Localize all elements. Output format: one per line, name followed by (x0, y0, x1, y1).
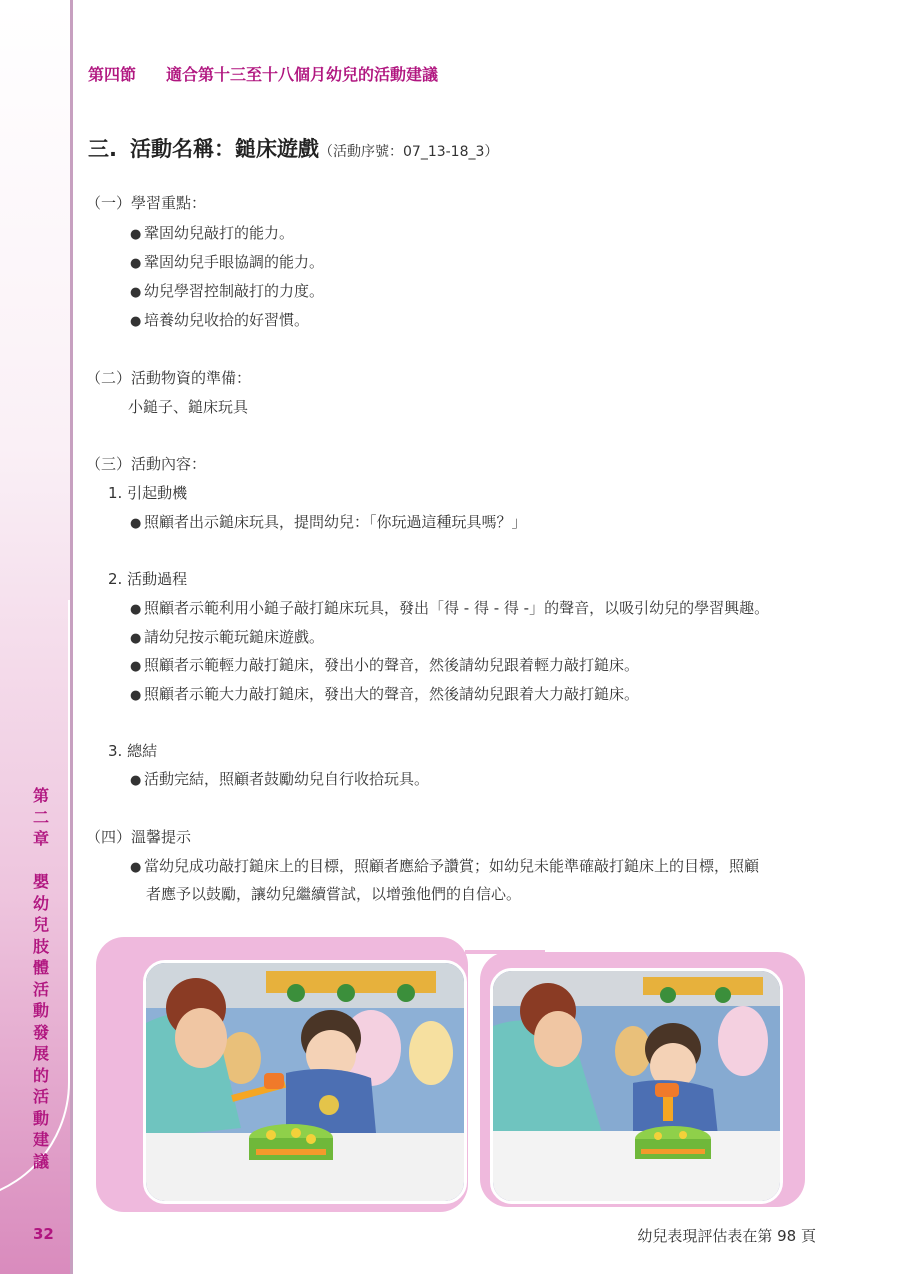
chapter-char: 展 (32, 1044, 49, 1063)
learning-item: ● 鞏固幼兒手眼協調的能力。 (130, 253, 325, 271)
learning-heading: （一）學習重點： (86, 194, 207, 212)
bullet-icon: ● (130, 773, 142, 788)
chapter-tab (28, 785, 54, 1172)
content-heading: （三）活動內容： (86, 455, 207, 473)
bullet-icon: ● (130, 516, 142, 531)
bullet-icon: ● (130, 256, 142, 271)
chapter-char: 動 (32, 1108, 49, 1128)
chapter-char: 發 (32, 1022, 49, 1042)
photo-illustration-left (146, 963, 464, 1201)
chapter-char: 章 (32, 829, 49, 848)
chapter-char: 嬰 (32, 872, 49, 891)
bullet-icon: ● (130, 602, 142, 617)
process-item: ● 照顧者示範大力敲打鎚床，發出大的聲音，然後請幼兒跟着大力敲打鎚床。 (130, 685, 640, 703)
activity-number: 三. (88, 137, 117, 161)
motivation-item: ● 照顧者出示鎚床玩具，提問幼兒：「你玩過這種玩具嗎？」 (130, 513, 527, 531)
chapter-char: 幼 (32, 893, 49, 913)
section-title: 適合第十三至十八個月幼兒的活動建議 (166, 65, 439, 84)
photo-illustration-right (493, 971, 780, 1201)
section-header (88, 62, 438, 85)
learning-item: ● 培養幼兒收拾的好習慣。 (130, 311, 310, 329)
learning-item: ● 幼兒學習控制敲打的力度。 (130, 282, 325, 300)
learning-item: ● 鞏固幼兒敲打的能力。 (130, 224, 295, 242)
bullet-icon: ● (130, 285, 142, 300)
process-item: ● 請幼兒按示範玩鎚床遊戲。 (130, 628, 325, 646)
chapter-char: 的 (32, 1065, 49, 1085)
materials-heading: （二）活動物資的準備： (86, 369, 252, 387)
sidebar-divider (70, 0, 73, 1274)
chapter-char: 活 (32, 979, 49, 999)
chapter-char: 肢 (32, 936, 49, 956)
tips-item: ● 當幼兒成功敲打鎚床上的目標，照顧者應給予讚賞；如幼兒未能準確敲打鎚床上的目標，照顧 (130, 857, 760, 875)
chapter-gap (28, 850, 54, 872)
activity-name: 活動名稱：鎚床遊戲 (130, 137, 319, 161)
process-label: 2. 活動過程 (108, 570, 188, 588)
chapter-char: 兒 (32, 915, 49, 934)
chapter-char: 二 (32, 807, 49, 827)
summary-item: ● 活動完結，照顧者鼓勵幼兒自行收拾玩具。 (130, 770, 430, 788)
bullet-icon: ● (130, 860, 142, 875)
bullet-icon: ● (130, 631, 142, 646)
page-number: 32 (33, 1225, 54, 1243)
materials-text: 小鎚子、鎚床玩具 (128, 398, 249, 416)
activity-title (88, 133, 498, 163)
section-number: 第四節 (88, 65, 137, 84)
tips-item-continued: 者應予以鼓勵，讓幼兒繼續嘗試，以增強他們的自信心。 (146, 885, 522, 903)
chapter-char: 第 (32, 786, 49, 805)
summary-label: 3. 總結 (108, 742, 158, 760)
activity-photo-left (143, 960, 467, 1204)
bullet-icon: ● (130, 314, 142, 329)
chapter-char: 動 (32, 1001, 49, 1020)
bullet-icon: ● (130, 227, 142, 242)
chapter-char: 建 (32, 1130, 49, 1149)
frame-connector (465, 950, 545, 954)
process-item: ● 照顧者示範利用小鎚子敲打鎚床玩具，發出「得 - 得 - 得 -」的聲音，以吸引幼兒的學習興趣。 (130, 599, 770, 617)
activity-serial: （活動序號：07_13-18_3） (319, 144, 499, 160)
bullet-icon: ● (130, 659, 142, 674)
assessment-page-note: 幼兒表現評估表在第 98 頁 (637, 1227, 816, 1245)
chapter-char: 議 (32, 1151, 49, 1171)
bullet-icon: ● (130, 688, 142, 703)
process-item: ● 照顧者示範輕力敲打鎚床，發出小的聲音，然後請幼兒跟着輕力敲打鎚床。 (130, 656, 640, 674)
activity-photo-right (490, 968, 783, 1204)
chapter-char: 體 (32, 958, 49, 977)
tips-heading: （四）溫馨提示 (86, 828, 192, 846)
chapter-char: 活 (32, 1087, 49, 1106)
motivation-label: 1. 引起動機 (108, 484, 188, 502)
